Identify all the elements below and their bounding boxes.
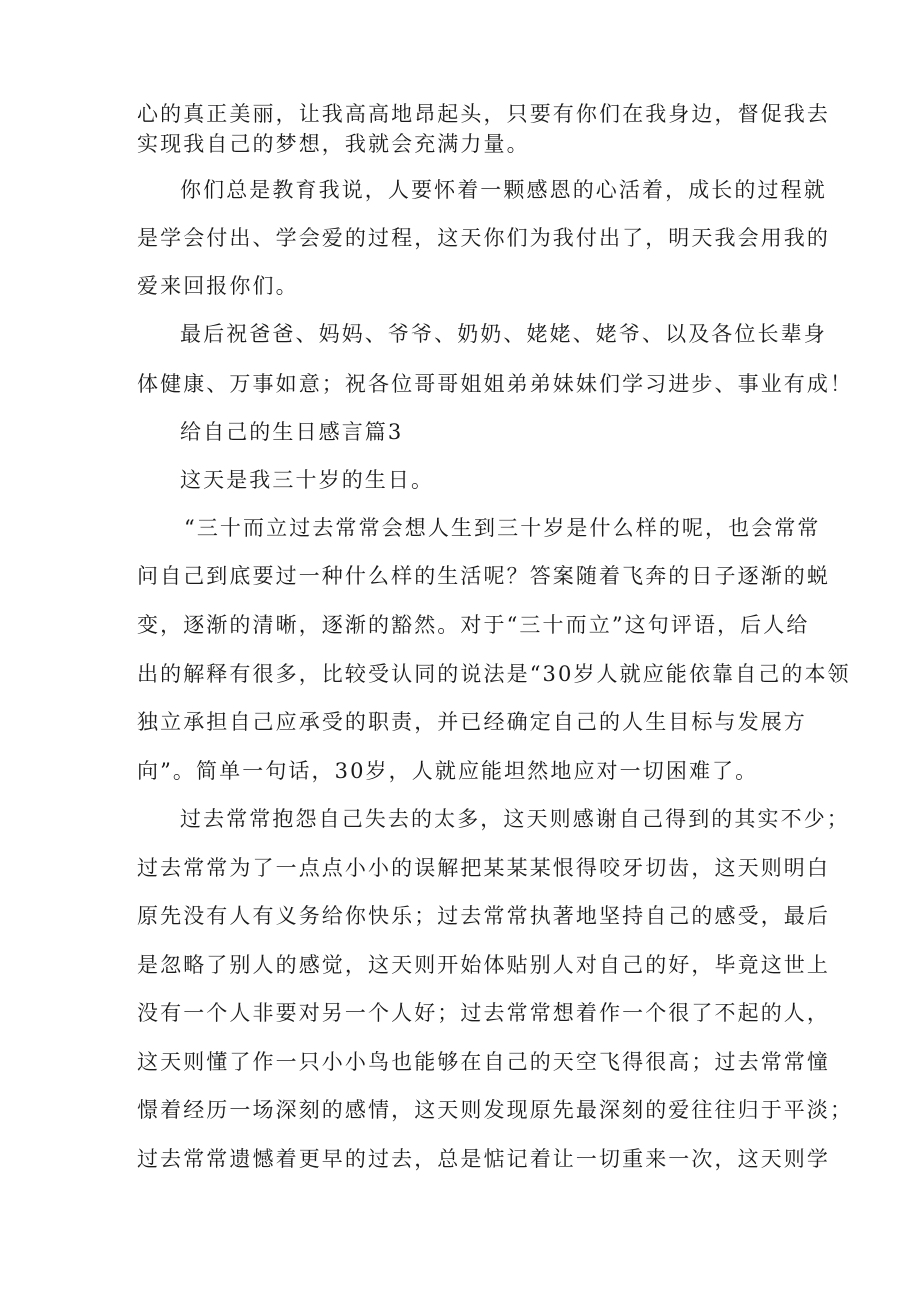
text-line: 爱来回报你们。 bbox=[137, 274, 299, 298]
text-line: 没有一个人非要对另一个人好；过去常常想着作一个很了不起的人， bbox=[137, 1001, 830, 1025]
text-line: 体健康、万事如意；祝各位哥哥姐姐弟弟妹妹们学习进步、事业有成！ bbox=[137, 372, 854, 396]
text-line: 实现我自己的梦想，我就会充满力量。 bbox=[137, 132, 530, 156]
section-heading: 给自己的生日感言篇3 bbox=[180, 420, 404, 444]
text-line: 独立承担自己应承受的职责，并已经确定自己的人生目标与发展方 bbox=[137, 710, 807, 734]
text-line: 问自己到底要过一种什么样的生活呢？答案随着飞奔的日子逐渐的蜕 bbox=[137, 564, 830, 588]
text-line: 憬着经历一场深刻的感情，这天则发现原先最深刻的爱往往归于平淡； bbox=[137, 1098, 854, 1122]
text-line: “三十而立过去常常会想人生到三十岁是什么样的呢，也会常常 bbox=[184, 516, 821, 540]
text-line: 变，逐渐的清晰，逐渐的豁然。对于“三十而立”这句评语，后人给 bbox=[137, 613, 810, 637]
text-line: 最后祝爸爸、妈妈、爷爷、奶奶、姥姥、姥爷、以及各位长辈身 bbox=[180, 322, 827, 346]
text-line: 向”。简单一句话，30岁，人就应能坦然地应对一切困难了。 bbox=[137, 759, 759, 783]
text-line: 过去常常抱怨自己失去的太多，这天则感谢自己得到的其实不少； bbox=[180, 807, 850, 831]
text-line: 出的解释有很多，比较受认同的说法是“30岁人就应能依靠自己的本领 bbox=[137, 662, 851, 686]
text-line: 你们总是教育我说，人要怀着一颗感恩的心活着，成长的过程就 bbox=[180, 178, 827, 202]
text-line: 是忽略了别人的感觉，这天则开始体贴别人对自己的好，毕竟这世上 bbox=[137, 953, 830, 977]
text-line: 过去常常遗憾着更早的过去，总是惦记着让一切重来一次，这天则学 bbox=[137, 1147, 830, 1171]
text-line: 原先没有人有义务给你快乐；过去常常执著地坚持自己的感受，最后 bbox=[137, 904, 830, 928]
text-line: 这天则懂了作一只小小鸟也能够在自己的天空飞得很高；过去常常憧 bbox=[137, 1050, 830, 1074]
text-line: 过去常常为了一点点小小的误解把某某某恨得咬牙切齿，这天则明白 bbox=[137, 856, 830, 880]
text-line: 是学会付出、学会爱的过程，这天你们为我付出了，明天我会用我的 bbox=[137, 226, 830, 250]
text-line: 这天是我三十岁的生日。 bbox=[180, 468, 435, 492]
text-line: 心的真正美丽，让我高高地昂起头，只要有你们在我身边，督促我去 bbox=[137, 102, 830, 126]
